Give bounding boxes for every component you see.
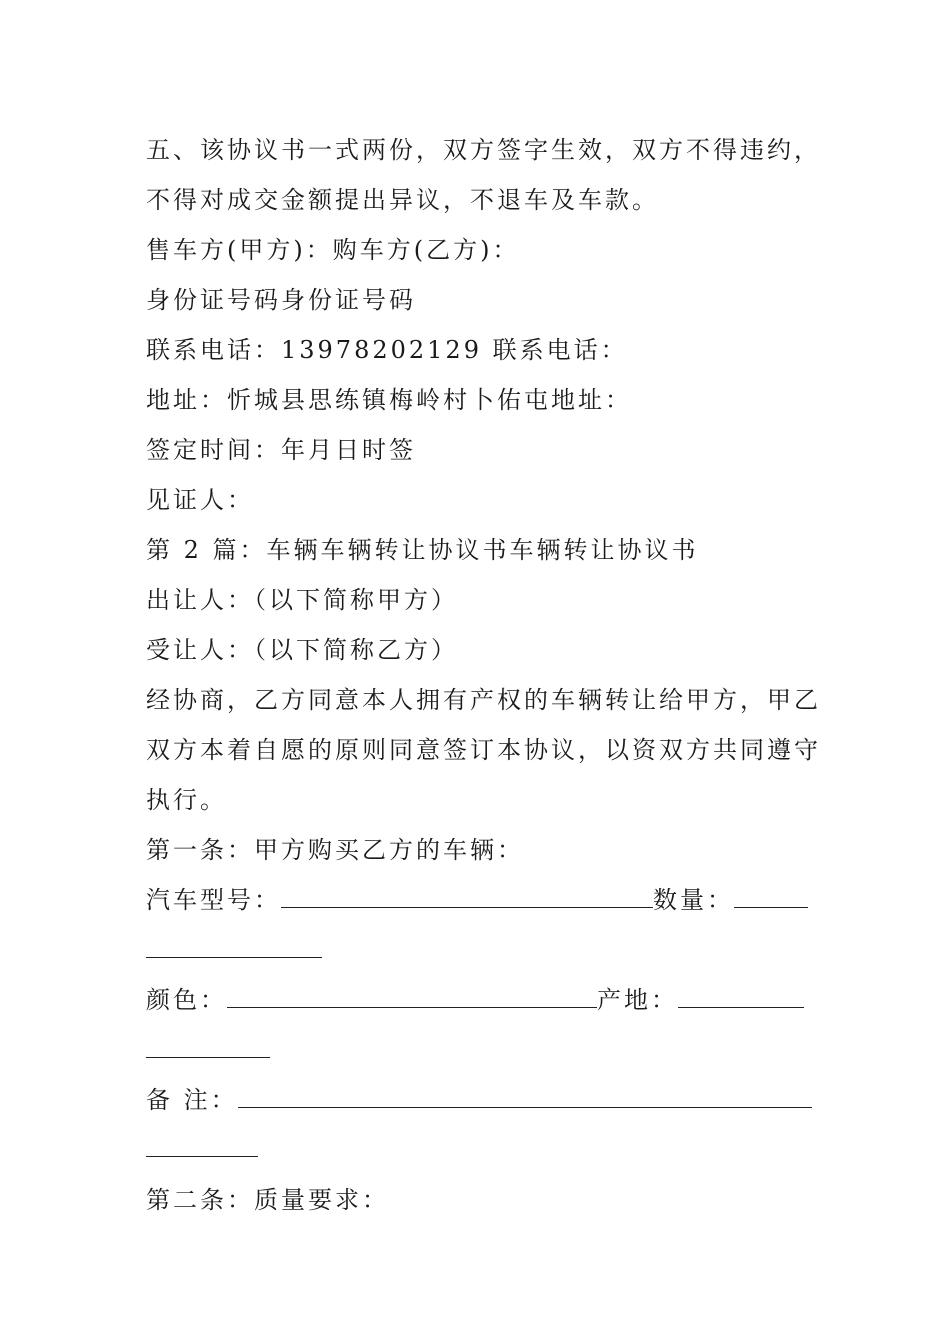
remarks-row [146, 1084, 812, 1116]
article-heading: 第二条：质量要求： [146, 1186, 389, 1214]
text-line: 出让人：（以下简称甲方） [146, 586, 458, 614]
model-label: 汽车型号： [146, 886, 281, 914]
remarks-blank[interactable] [238, 1085, 812, 1108]
text-line: 五、该协议书一式两份，双方签字生效，双方不得违约， [146, 136, 821, 164]
remarks-blank-continuation [146, 1156, 258, 1157]
text-line: 不得对成交金额提出异议，不退车及车款。 [146, 186, 659, 214]
text-line: 双方本着自愿的原则同意签订本协议，以资双方共同遵守 [146, 736, 821, 764]
quantity-blank[interactable] [734, 885, 808, 908]
origin-blank[interactable] [678, 985, 804, 1008]
text-line: 签定时间：年月日时签 [146, 436, 416, 464]
text-line: 身份证号码身份证号码 [146, 286, 416, 314]
origin-blank-continuation [146, 1057, 270, 1058]
text-line: 售车方(甲方)：购车方(乙方)： [146, 236, 520, 264]
text-line: 联系电话：13978202129 联系电话： [146, 336, 628, 364]
model-quantity-row [146, 884, 808, 916]
text-line: 地址：忻城县思练镇梅岭村卜佑屯地址： [146, 386, 632, 414]
color-blank[interactable] [227, 985, 597, 1008]
quantity-label: 数量： [653, 886, 734, 914]
model-blank[interactable] [281, 885, 653, 908]
remarks-label: 备 注： [146, 1086, 238, 1114]
text-line: 经协商，乙方同意本人拥有产权的车辆转让给甲方，甲乙 [146, 686, 821, 714]
color-origin-row [146, 984, 804, 1016]
section-heading: 第 2 篇：车辆车辆转让协议书车辆转让协议书 [146, 536, 699, 564]
text-line: 见证人： [146, 486, 254, 514]
text-line: 受让人：（以下简称乙方） [146, 636, 458, 664]
article-heading: 第一条：甲方购买乙方的车辆： [146, 836, 524, 864]
text-line: 执行。 [146, 786, 227, 814]
color-label: 颜色： [146, 986, 227, 1014]
origin-label: 产地： [597, 986, 678, 1014]
quantity-blank-continuation [146, 957, 322, 958]
